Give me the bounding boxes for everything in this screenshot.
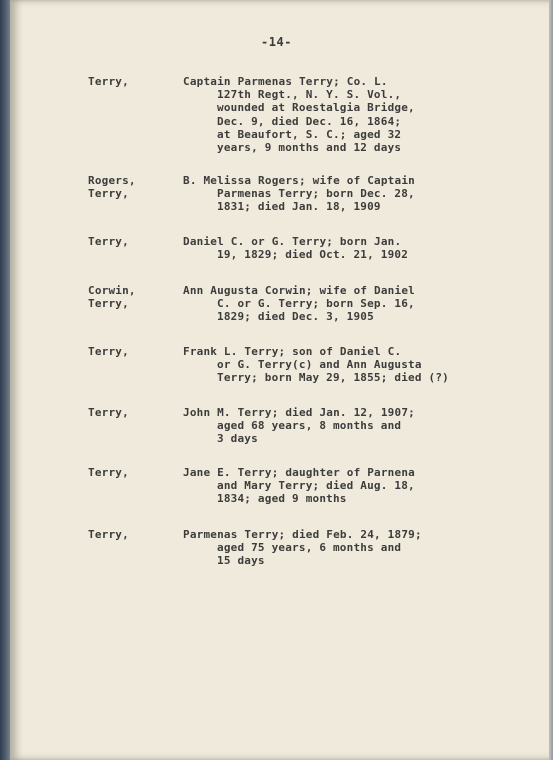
page-edge bbox=[549, 0, 553, 760]
record-line: Parmenas Terry; born Dec. 28, bbox=[217, 187, 415, 201]
surname-label: Terry, bbox=[88, 345, 129, 358]
surname-label: Terry, bbox=[88, 528, 129, 541]
record-line: John M. Terry; died Jan. 12, 1907; bbox=[183, 406, 415, 419]
page-number: -14- bbox=[261, 35, 292, 49]
record-line: years, 9 months and 12 days bbox=[217, 141, 402, 155]
record-line: or G. Terry(c) and Ann Augusta bbox=[217, 358, 422, 372]
record-text bbox=[183, 466, 415, 506]
record-line: and Mary Terry; died Aug. 18, bbox=[217, 479, 415, 493]
record-line: Jane E. Terry; daughter of Parnena bbox=[183, 466, 415, 479]
record-text bbox=[183, 528, 422, 568]
surname-label: Terry, bbox=[88, 75, 129, 88]
record-line: 1834; aged 9 months bbox=[217, 492, 347, 506]
record-line: 127th Regt., N. Y. S. Vol., bbox=[217, 88, 402, 102]
record-text bbox=[183, 235, 408, 261]
record-text bbox=[183, 406, 415, 446]
surname-label: Terry, bbox=[88, 235, 129, 248]
record-line: 1829; died Dec. 3, 1905 bbox=[217, 310, 374, 324]
record-line: at Beaufort, S. C.; aged 32 bbox=[217, 127, 402, 141]
record-text bbox=[183, 284, 415, 324]
record-line: Terry; born May 29, 1855; died (?) bbox=[217, 371, 449, 385]
record-line: 19, 1829; died Oct. 21, 1902 bbox=[217, 248, 409, 262]
record-text bbox=[183, 174, 415, 214]
record-line: Daniel C. or G. Terry; born Jan. bbox=[183, 235, 402, 248]
surname-label: Terry, bbox=[88, 406, 129, 419]
record-line: Dec. 9, died Dec. 16, 1864; bbox=[217, 114, 402, 128]
record-line: Captain Parmenas Terry; Co. L. bbox=[183, 75, 388, 88]
record-line: aged 68 years, 8 months and bbox=[217, 419, 402, 433]
record-line: aged 75 years, 6 months and bbox=[217, 541, 402, 555]
record-line: 3 days bbox=[217, 432, 258, 446]
record-line: 15 days bbox=[217, 554, 265, 568]
record-line: wounded at Roestalgia Bridge, bbox=[217, 101, 415, 115]
record-line: Ann Augusta Corwin; wife of Daniel bbox=[183, 284, 415, 297]
surname-label: Rogers, Terry, bbox=[88, 174, 136, 200]
record-text bbox=[183, 345, 449, 385]
record-text bbox=[183, 75, 415, 154]
record-line: Parmenas Terry; died Feb. 24, 1879; bbox=[183, 528, 422, 541]
record-line: Frank L. Terry; son of Daniel C. bbox=[183, 345, 402, 358]
surname-label: Terry, bbox=[88, 466, 129, 479]
record-line: 1831; died Jan. 18, 1909 bbox=[217, 200, 381, 214]
surname-label: Corwin, Terry, bbox=[88, 284, 136, 310]
record-line: B. Melissa Rogers; wife of Captain bbox=[183, 174, 415, 187]
record-line: C. or G. Terry; born Sep. 16, bbox=[217, 297, 415, 311]
